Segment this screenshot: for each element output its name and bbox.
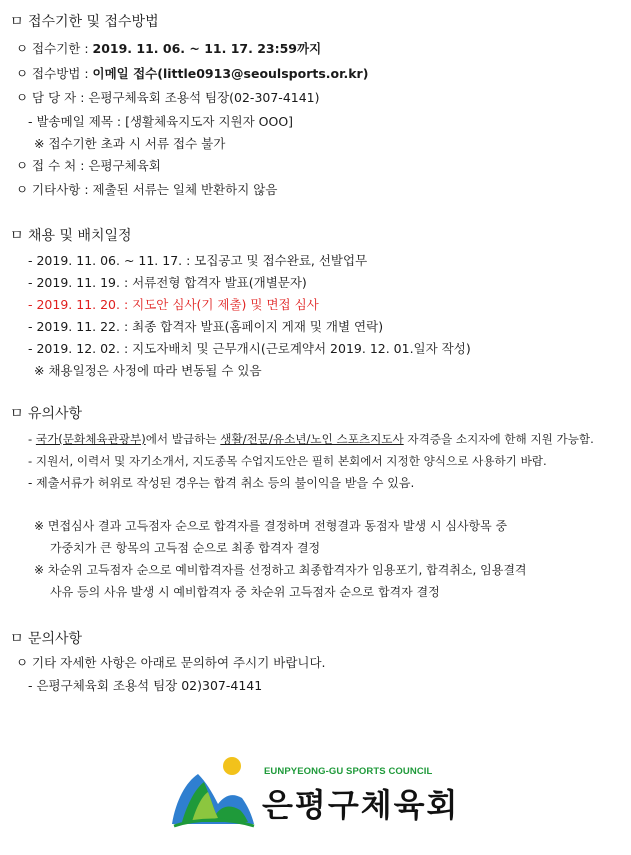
section-title-inquiry: ㅁ 문의사항	[10, 631, 83, 647]
method-value: 이메일 접수(little0913@seoulsports.or.kr)	[92, 66, 369, 81]
schedule-item: - 2019. 12. 02. : 지도자배치 및 근무개시(근로계약서 2019. 12. 01.일자 작성)	[28, 341, 471, 356]
schedule-item: - 2019. 11. 06. ~ 11. 17. : 모집공고 및 접수완료, 선발업무	[28, 253, 368, 268]
etc-row: ㅇ 기타사항 : 제출된 서류는 일체 반환하지 않음	[16, 182, 278, 197]
deadline-row	[16, 41, 321, 57]
deadline-label: ㅇ 접수기한 :	[16, 41, 93, 56]
section-title-notes: ㅁ 유의사항	[10, 406, 83, 422]
rule2-line1: ※ 차순위 고득점자 순으로 예비합격자를 선정하고 최종합격자가 임용포기, 합격취소, 임용결격	[34, 563, 527, 577]
council-logo	[168, 752, 458, 832]
notes-item-forms: - 지원서, 이력서 및 자기소개서, 지도종목 수업지도안은 필히 본회에서 지정한 양식으로 사용하기 바람.	[28, 454, 547, 468]
deadline-value: 2019. 11. 06. ~ 11. 17. 23:59까지	[92, 41, 322, 56]
inquiry-text: ㅇ 기타 자세한 사항은 아래로 문의하여 주시기 바랍니다.	[16, 655, 326, 670]
rule2-line2: 사유 등의 사유 발생 시 예비합격자 중 차순위 고득점자 순으로 합격자 결정	[50, 585, 440, 599]
notes-dash: -	[28, 432, 36, 446]
deadline-note: ※ 접수기한 초과 시 서류 접수 불가	[34, 136, 226, 151]
schedule-item-highlight: - 2019. 11. 20. : 지도안 심사(기 제출) 및 면접 심사	[28, 297, 319, 312]
section-title-schedule: ㅁ 채용 및 배치일정	[10, 228, 132, 244]
notes-text: 자격증을 소지자에 한해 지원 가능함.	[403, 432, 594, 446]
schedule-item: - 2019. 11. 22. : 최종 합격자 발표(홈페이지 게재 및 개별 연락)	[28, 319, 384, 334]
logo-english-text: EUNPYEONG-GU SPORTS COUNCIL	[264, 766, 433, 777]
notes-text: 에서 발급하는	[145, 432, 221, 446]
contact-row: ㅇ 담 당 자 : 은평구체육회 조용석 팀장(02-307-4141)	[16, 90, 320, 105]
notes-item-qualification	[28, 431, 594, 447]
method-label: ㅇ 접수방법 :	[16, 66, 93, 81]
logo-korean-text: 은평구체육회	[262, 786, 460, 824]
rule1-line2: 가중치가 큰 항목의 고득점 순으로 최종 합격자 결정	[50, 541, 321, 555]
ministry-underline: 국가(문화체육관광부)	[35, 432, 146, 446]
receiver-row: ㅇ 접 수 처 : 은평구체육회	[16, 158, 161, 173]
schedule-note: ※ 채용일정은 사정에 따라 변동될 수 있음	[34, 363, 262, 378]
inquiry-contact: - 은평구체육회 조용석 팀장 02)307-4141	[28, 678, 263, 693]
certificate-underline: 생활/전문/유소년/노인 스포츠지도사	[220, 432, 404, 446]
notes-item-false-docs: - 제출서류가 허위로 작성된 경우는 합격 취소 등의 불이익을 받을 수 있음.	[28, 476, 415, 490]
rule1-line1: ※ 면접심사 결과 고득점자 순으로 합격자를 결정하며 전형결과 동점자 발생 시 심사항목 중	[34, 519, 508, 533]
mail-subject-row: - 발송메일 제목 : [생활체육지도자 지원자 OOO]	[28, 114, 294, 129]
method-row	[16, 66, 368, 82]
section-title-application: ㅁ 접수기한 및 접수방법	[10, 14, 159, 30]
schedule-item: - 2019. 11. 19. : 서류전형 합격자 발표(개별문자)	[28, 275, 307, 290]
mountain-logo-icon	[168, 752, 258, 830]
